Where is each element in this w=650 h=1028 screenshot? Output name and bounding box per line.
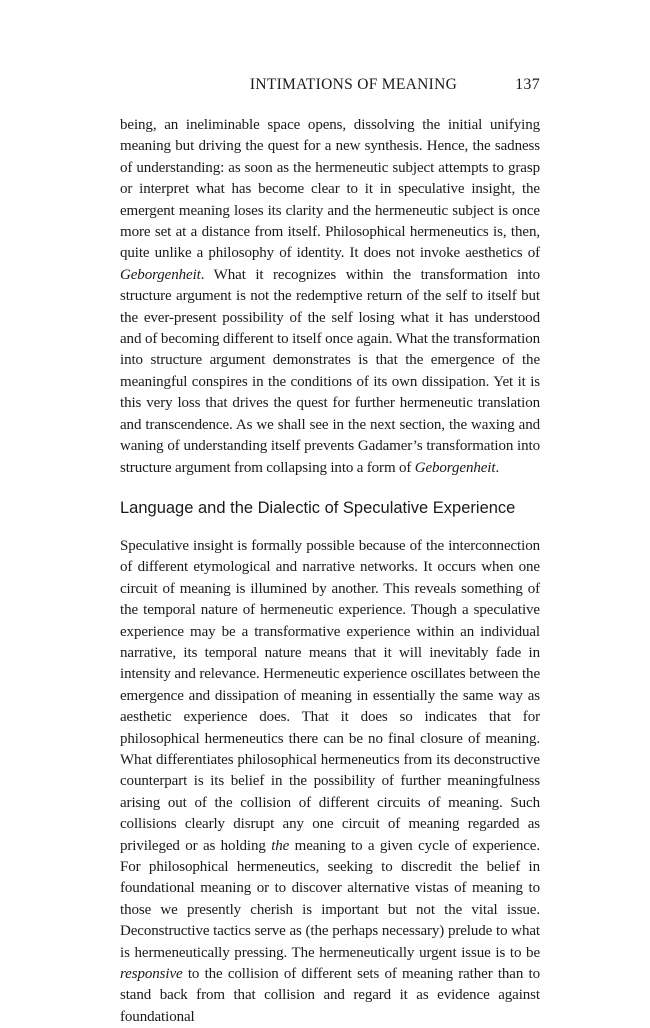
- page-number: 137: [515, 76, 540, 93]
- body-paragraph-1: [120, 115, 540, 479]
- paragraph-text: being, an ineliminable space opens, dissolving the initial unifying meaning but driving the quest for a new synthesis. Hence, the sadness of understanding: as soon as the hermeneutic subject attempts to grasp or interpret what has become clear to it in speculative insight, the emergent meaning loses its clarity and the hermeneutic subject is once more set at a distance from itself. Philosophical hermeneutics is, then, quite unlike a philosophy of identity. It does not invoke aesthetics of: [120, 117, 540, 262]
- italic-term: the: [271, 837, 290, 854]
- paragraph-text: to the collision of different sets of meaning rather than to stand back from that collision and regard it as evidence against foundational: [120, 966, 540, 1025]
- book-page: [120, 76, 540, 1028]
- body-paragraph-2: [120, 536, 540, 1028]
- paragraph-text: meaning to a given cycle of experience. For philosophical hermeneutics, seeking to discredit the belief in foundational meaning or to discover alternative vistas of meaning to those we presently cherish is important but not the vital issue. Deconstructive tactics serve as (the perhaps necessary) prelude to what is hermeneutically pressing. The hermeneutically urgent issue is to be: [120, 837, 540, 961]
- italic-term: Geborgenheit: [120, 266, 201, 283]
- running-header: [120, 76, 540, 98]
- paragraph-text: Speculative insight is formally possible because of the interconnection of different etymological and narrative networks. It occurs when one circuit of meaning is illumined by another. This reveals something of the temporal nature of hermeneutic experience. Though a speculative experience may be a transformative experience within an individual narrative, its temporal nature means that it will inevitably fade in intensity and relevance. Hermeneutic experience oscillates between the emergence and dissipation of meaning in essentially the same way as aesthetic experience does. That it does so indicates that for philosophical hermeneutics there can be no final closure of meaning. What differentiates philosophical hermeneutics from its deconstructive counterpart is its belief in the possibility of further meaningfulness arising out of the collision of different circuits of meaning. Such collisions clearly disrupt any one circuit of meaning regarded as privileged or as holding: [120, 537, 540, 854]
- italic-term: Geborgenheit: [414, 459, 496, 476]
- running-title: INTIMATIONS OF MEANING: [249, 76, 458, 93]
- section-heading: Language and the Dialectic of Speculative Experience: [120, 498, 516, 517]
- paragraph-text: . What it recognizes within the transformation into structure argument is not the redemptive return of the self to itself but the ever-present possibility of the self losing what it has understood and of becoming different to itself once again. What the transformation into structure argument demonstrates is that the emergence of the meaningful conspires in the conditions of its own dissipation. Yet it is this very loss that drives the quest for further hermeneutic translation and transcendence. As we shall see in the next section, the waxing and waning of understanding itself prevents Gadamer’s transformation into structure argument from collapsing into a form of: [120, 266, 540, 476]
- paragraph-text: .: [495, 459, 500, 476]
- italic-term: responsive: [120, 966, 183, 983]
